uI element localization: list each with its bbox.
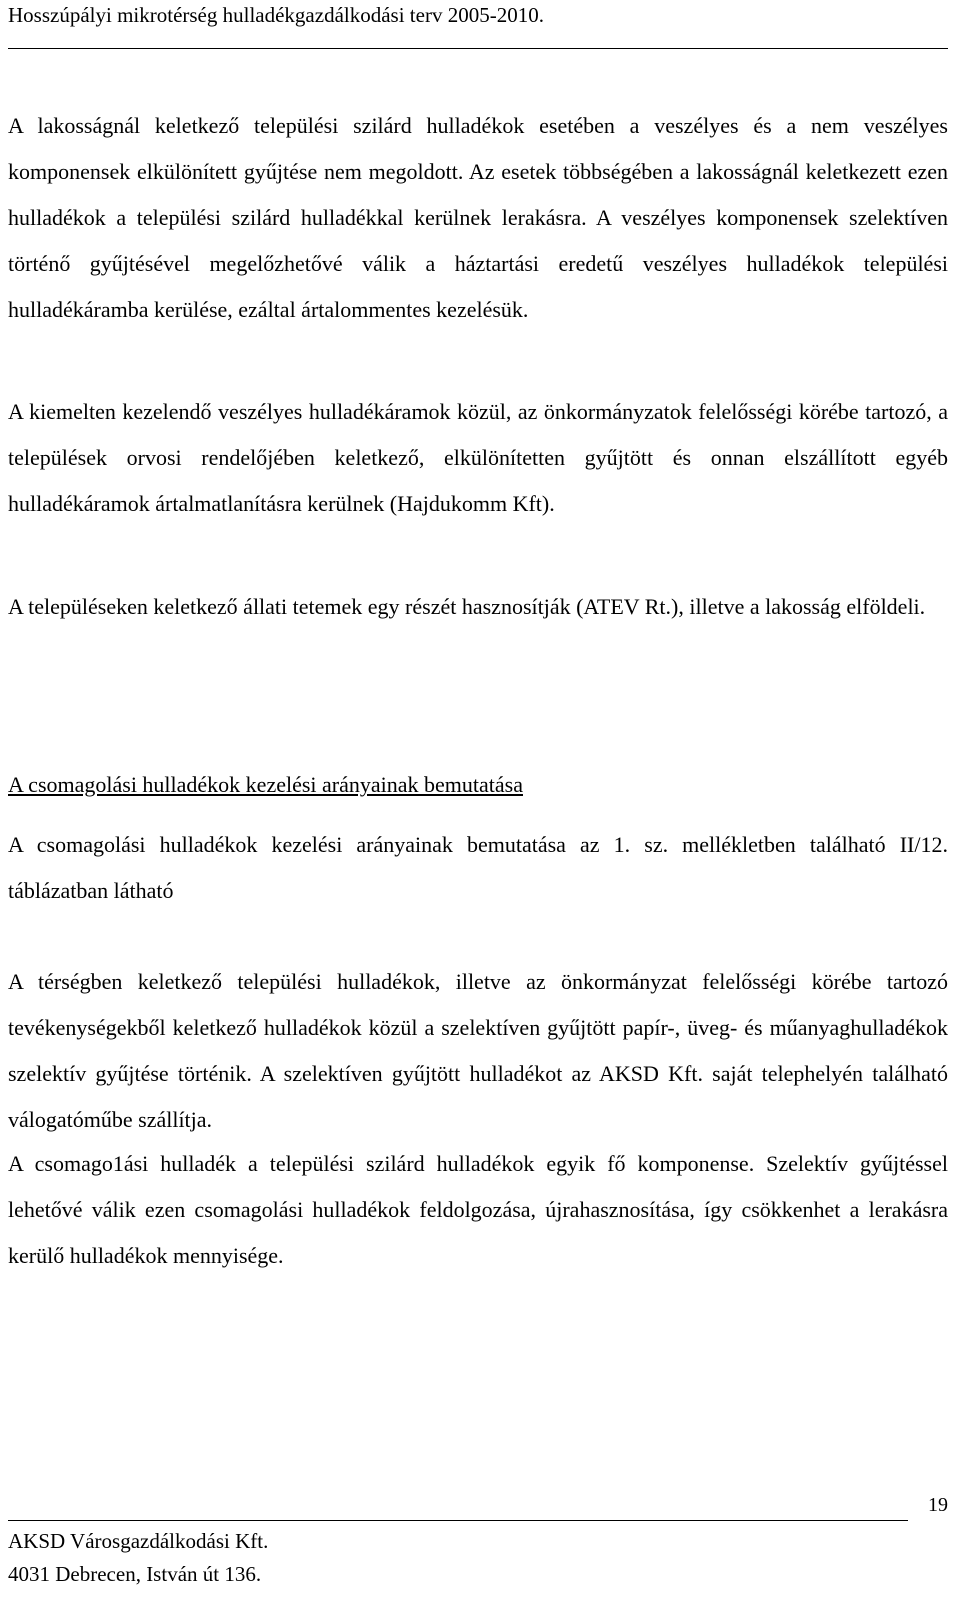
- header-divider: [8, 48, 948, 49]
- footer-divider: [8, 1520, 908, 1521]
- footer-address: 4031 Debrecen, István út 136.: [8, 1562, 262, 1586]
- footer-company: AKSD Városgazdálkodási Kft.: [8, 1529, 269, 1553]
- page-number: 19: [928, 1494, 948, 1516]
- paragraph-hazardous-components: A lakosságnál keletkező települési szilárd hulladékok esetében a veszélyes és a nem veszélyes komponensek elkülönített gyűjtése nem megoldott. Az esetek többségében a lakosságnál keletkezett ezen hulladékok a települési szilárd hulladékkal kerülnek lerakásra. A veszélyes komponensek szelektíven történő gyűjtésével megelőzhetővé válik a háztartási eredetű veszélyes hulladékok települési hulladékáramba kerülése, ezáltal ártalommentes kezelésük.: [8, 113, 948, 322]
- paragraph-packaging-waste: A csomago1ási hulladék a települési szilárd hulladékok egyik fő komponense. Szelektív gyűjtéssel lehetővé válik ezen csomagolási hulladékok feldolgozása, újrahasznosítása, így csökkenhet a lerakásra kerülő hulladékok mennyisége.: [8, 1151, 948, 1268]
- paragraph-animal-carcasses: A településeken keletkező állati tetemek egy részét hasznosítják (ATEV Rt.), illetve a lakosság elföldeli.: [8, 594, 926, 619]
- document-header-title: Hosszúpályi mikrotérség hulladékgazdálkodási terv 2005-2010.: [8, 3, 544, 27]
- section-heading: A csomagolási hulladékok kezelési arányainak bemutatása: [8, 772, 523, 797]
- paragraph-packaging-ratios: A csomagolási hulladékok kezelési arányainak bemutatása az 1. sz. mellékletben található II/12. táblázatban látható: [8, 832, 948, 903]
- paragraph-selective-collection: A térségben keletkező települési hulladékok, illetve az önkormányzat felelősségi körébe tartozó tevékenységekből keletkező hulladékok közül a szelektíven gyűjtött papír-, üveg- és műanyaghulladékok szelektív gyűjtése történik. A szelektíven gyűjtött hulladékot az AKSD Kft. saját telephelyén található válogatóműbe szállítja.: [8, 969, 948, 1132]
- paragraph-hazardous-streams: A kiemelten kezelendő veszélyes hulladékáramok közül, az önkormányzatok felelősségi körébe tartozó, a települések orvosi rendelőjében keletkező, elkülönítetten gyűjtött és onnan elszállított egyéb hulladékáramok ártalmatlanításra kerülnek (Hajdukomm Kft).: [8, 399, 948, 516]
